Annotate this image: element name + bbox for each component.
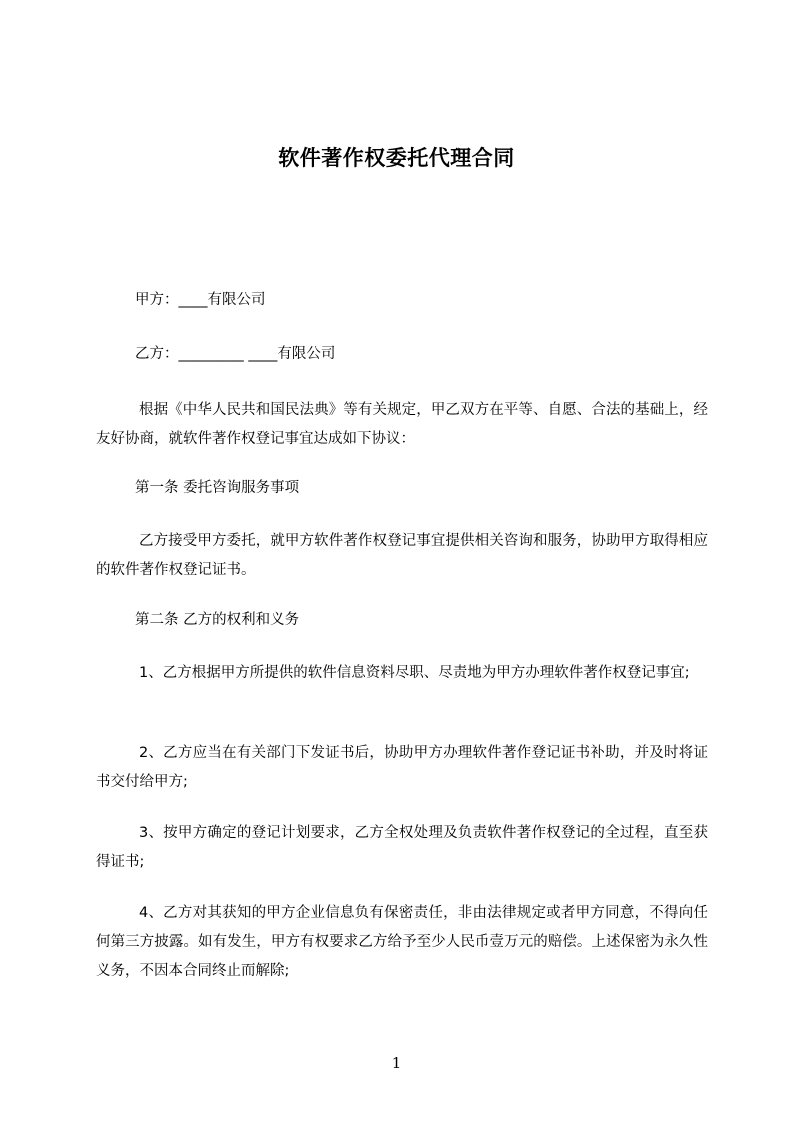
article1-heading: 第一条 委托咨询服务事项: [135, 480, 300, 496]
article1-body: 乙方接受甲方委托，就甲方软件著作权登记事宜提供相关咨询和服务，协助甲方取得相应的软件著作权登记证书。: [96, 533, 708, 578]
document-title: 软件著作权委托代理合同: [278, 146, 515, 170]
page-number: 1: [391, 1054, 402, 1072]
article2-item: 4、乙方对其获知的甲方企业信息负有保密责任，非由法律规定或者甲方同意，不得向任何第三方披露。如有发生，甲方有权要求乙方给予至少人民币壹万元的赔偿。上述保密为永久性义务，不因本合同终止而解除;: [96, 905, 708, 979]
article2-item: 2、乙方应当在有关部门下发证书后，协助甲方办理软件著作登记证书补助，并及时将证书交付给甲方;: [96, 745, 708, 790]
article2-heading: 第二条 乙方的权利和义务: [135, 612, 300, 628]
article2-item: 1、乙方根据甲方所提供的软件信息资料尽职、尽责地为甲方办理软件著作权登记事宜;: [139, 665, 690, 681]
party-a-line: 甲方：____有限公司: [135, 292, 266, 308]
party-b-line: 乙方：_________ ____有限公司: [135, 346, 336, 362]
preamble-paragraph: 根据《中华人民共和国民法典》等有关规定，甲乙双方在平等、自愿、合法的基础上，经友好协商，就软件著作权登记事宜达成如下协议：: [96, 402, 708, 447]
article2-item: 3、按甲方确定的登记计划要求，乙方全权处理及负责软件著作权登记的全过程，直至获得证书;: [96, 825, 708, 870]
